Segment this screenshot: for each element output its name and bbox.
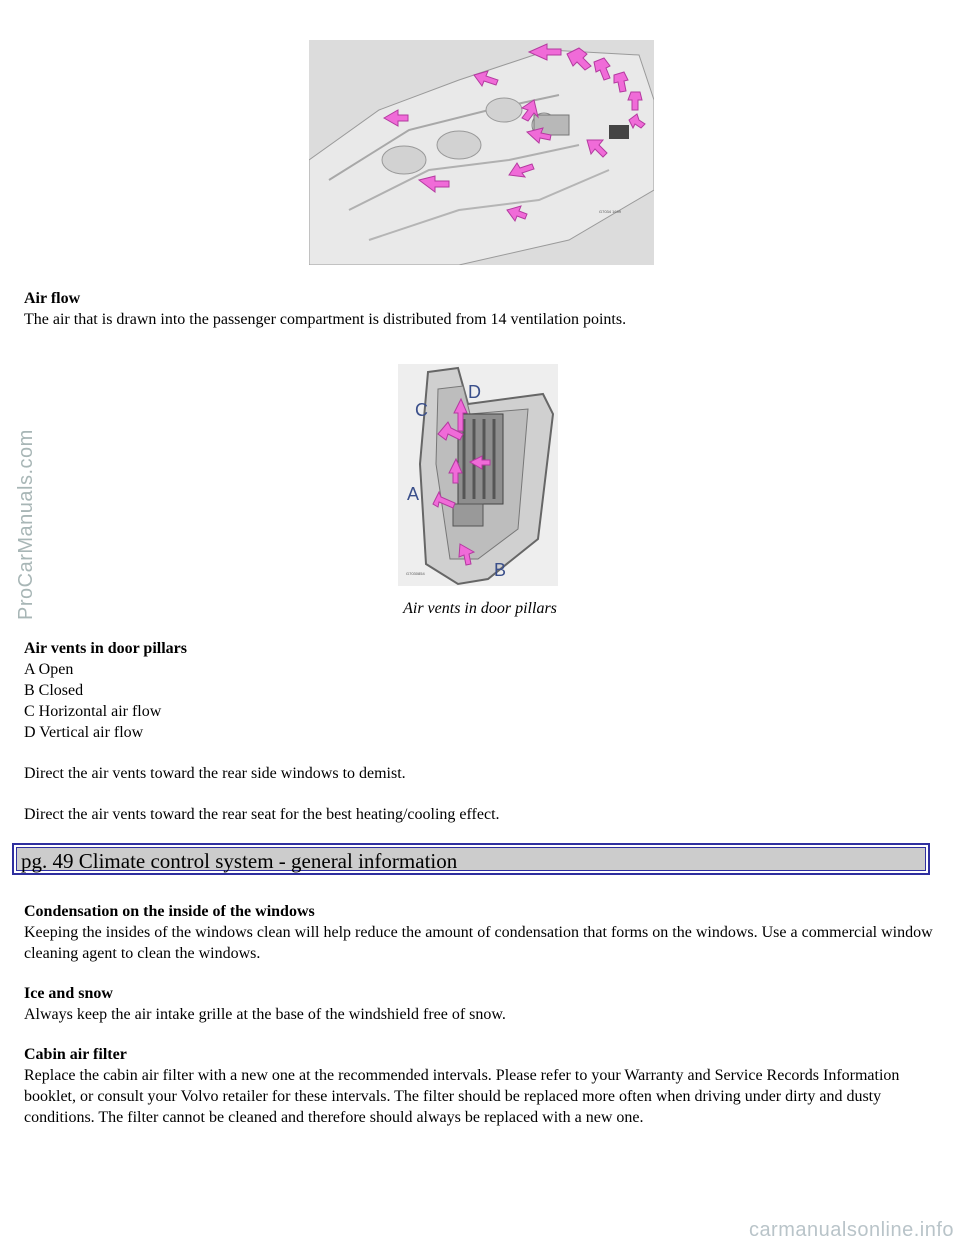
door-pillar-vent-figure xyxy=(398,364,558,586)
vents-para-1: Direct the air vents toward the rear side windows to demist. xyxy=(24,765,406,782)
vents-heading: Air vents in door pillars xyxy=(24,640,187,657)
figure-code: G7034 1699 xyxy=(599,209,622,214)
condensation-section xyxy=(24,901,936,964)
vents-section xyxy=(24,638,936,743)
watermark-text: ProCarManuals.com xyxy=(15,429,37,620)
footer-watermark: carmanualsonline.info xyxy=(748,1219,954,1241)
cabin-filter-heading: Cabin air filter xyxy=(24,1046,127,1063)
ice-text: Always keep the air intake grille at the base of the windshield free of snow. xyxy=(24,1006,506,1023)
vent-item-d: D Vertical air flow xyxy=(24,724,144,741)
cabin-filter-section xyxy=(24,1044,936,1128)
air-flow-heading: Air flow xyxy=(24,290,81,307)
section-header xyxy=(12,843,930,875)
ice-section xyxy=(24,983,936,1025)
label-b: B xyxy=(494,560,507,580)
figure2-code: G7030854 xyxy=(406,571,425,576)
vent-item-c: C Horizontal air flow xyxy=(24,703,162,720)
condensation-text: Keeping the insides of the windows clean will help reduce the amount of condensation that forms on the windows. Use a commercial window cleaning agent to clean the windows. xyxy=(24,924,933,962)
air-flow-text: The air that is drawn into the passenger compartment is distributed from 14 ventilation points. xyxy=(24,311,627,328)
condensation-heading: Condensation on the inside of the windows xyxy=(24,903,315,920)
label-d: D xyxy=(468,382,481,402)
air-flow-section xyxy=(24,288,936,330)
label-c: C xyxy=(415,400,428,420)
air-flow-figure xyxy=(309,40,654,265)
label-a: A xyxy=(407,484,420,504)
section-title: pg. 49 Climate control system - general information xyxy=(21,849,458,873)
figure-caption: Air vents in door pillars xyxy=(403,600,557,617)
ice-heading: Ice and snow xyxy=(24,985,113,1002)
vent-item-b: B Closed xyxy=(24,682,84,699)
cabin-filter-text: Replace the cabin air filter with a new one at the recommended intervals. Please refer to your Warranty and Service Records Information booklet, or consult your Volvo retailer for these intervals. The filter should be replaced more often when driving under dirty and dusty conditions. The filter cannot be cleaned and therefore should always be replaced with a new one. xyxy=(24,1067,900,1126)
vent-item-a: A Open xyxy=(24,661,74,678)
vents-para-2: Direct the air vents toward the rear seat for the best heating/cooling effect. xyxy=(24,806,500,823)
